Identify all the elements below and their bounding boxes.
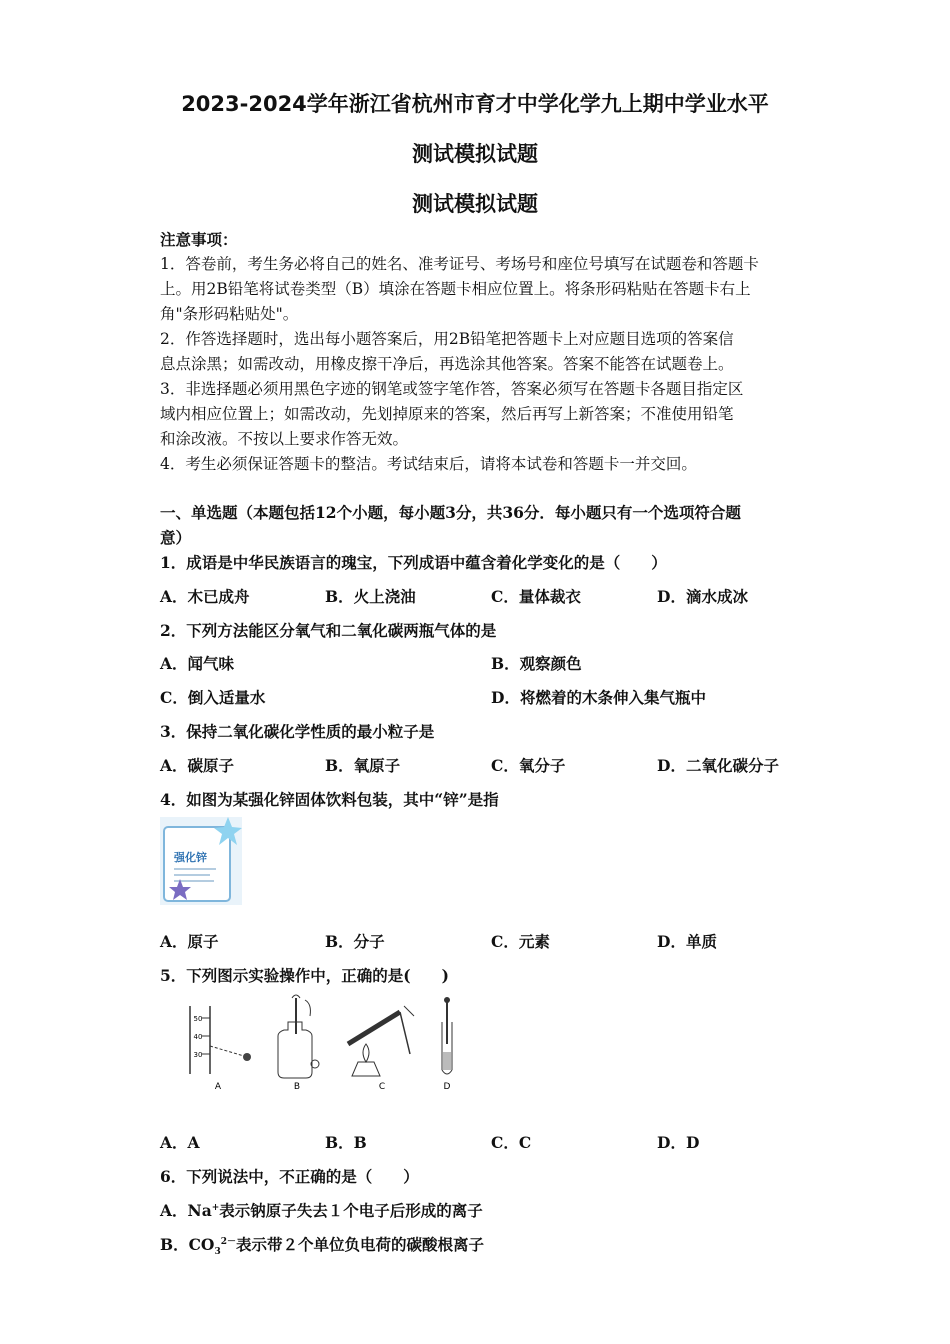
notes-line: 域内相应位置上；如需改动，先划掉原来的答案，然后再写上新答案；不准使用铅笔	[160, 405, 734, 423]
q5-option-a: A．A	[160, 1133, 200, 1152]
q2-stem: 2．下列方法能区分氧气和二氧化碳两瓶气体的是	[160, 621, 497, 640]
q1-option-c: C．量体裁衣	[491, 587, 581, 606]
q1-option-d: D．滴水成冰	[657, 587, 748, 606]
svg-text:B: B	[293, 1082, 301, 1092]
q2-option-b: B．观察颜色	[491, 654, 582, 673]
notes-line: 1．答卷前，考生务必将自己的姓名、准考证号、考场号和座位号填写在试题卷和答题卡	[160, 255, 759, 273]
q3-option-b: B．氧原子	[325, 756, 401, 775]
q3-stem: 3．保持二氧化碳化学性质的最小粒子是	[160, 722, 435, 741]
q2-option-a: A．闻气味	[160, 654, 235, 673]
q5-option-c: C．C	[491, 1133, 532, 1152]
svg-text:A: A	[214, 1082, 222, 1092]
q5-option-d: D．D	[657, 1133, 700, 1152]
q4-option-c: C．元素	[491, 932, 550, 951]
lab-operations-figure	[160, 994, 478, 1094]
q6-b-prefix: B．CO	[160, 1235, 215, 1254]
q1-option-b: B．火上浇油	[325, 587, 416, 606]
notes-line: 角"条形码粘贴处"。	[160, 305, 299, 323]
figure-d-test-tube	[442, 997, 452, 1092]
q6-a-text: 表示钠原子失去１个电子后形成的离子	[219, 1201, 483, 1220]
page-title: 2023-2024学年浙江省杭州市育才中学化学九上期中学业水平	[181, 92, 769, 116]
q3-option-a: A．碳原子	[160, 756, 235, 775]
q2-option-c: C．倒入适量水	[160, 688, 266, 707]
page-subtitle-repeat: 测试模拟试题	[412, 192, 538, 216]
notes-line: 4．考生必须保证答题卡的整洁。考试结束后，请将本试卷和答题卡一并交回。	[160, 455, 697, 473]
q6-a-prefix: A．Na	[160, 1201, 212, 1220]
q6-b-superscript: 2－	[220, 1236, 236, 1247]
notes-line: 上。用2B铅笔将试卷类型（B）填涂在答题卡相应位置上。将条形码粘贴在答题卡右上	[160, 280, 751, 298]
q6-a-superscript: +	[211, 1202, 220, 1213]
section-heading: 一、单选题（本题包括12个小题，每小题3分，共36分．每小题只有一个选项符合题	[160, 503, 741, 522]
svg-text:30: 30	[193, 1051, 203, 1059]
page-subtitle: 测试模拟试题	[412, 142, 538, 166]
q4-option-d: D．单质	[657, 932, 717, 951]
section-heading-cont: 意）	[160, 528, 192, 547]
q4-option-b: B．分子	[325, 932, 385, 951]
q6-b-subscript: 3	[214, 1247, 221, 1258]
q6-option-b	[160, 1233, 484, 1257]
svg-text:D: D	[443, 1082, 451, 1092]
figure-a-cylinder-reading	[190, 1006, 251, 1092]
q5-option-b: B．B	[325, 1133, 367, 1152]
q4-option-a: A．原子	[160, 932, 219, 951]
q6-option-a	[160, 1199, 483, 1221]
notes-line: 3．非选择题必须用黑色字迹的钢笔或签字笔作答，答案必须写在答题卡各题目指定区	[160, 380, 744, 398]
notes-line: 息点涂黑；如需改动，用橡皮擦干净后，再选涂其他答案。答案不能答在试题卷上。	[160, 355, 734, 373]
figure-c-heating-apparatus	[348, 1006, 414, 1092]
svg-text:50: 50	[193, 1015, 203, 1023]
svg-text:40: 40	[193, 1033, 203, 1041]
zinc-drink-package-image	[160, 817, 242, 905]
q1-option-a: A．木已成舟	[160, 587, 250, 606]
q6-b-text: 表示带２个单位负电荷的碳酸根离子	[235, 1235, 484, 1254]
q2-option-d: D．将燃着的木条伸入集气瓶中	[491, 688, 706, 707]
q5-stem: 5．下列图示实验操作中，正确的是( )	[160, 966, 449, 985]
notes-line: 2．作答选择题时，选出每小题答案后，用2B铅笔把答题卡上对应题目选项的答案信	[160, 330, 734, 348]
q3-option-d: D．二氧化碳分子	[657, 756, 779, 775]
q4-stem: 4．如图为某强化锌固体饮料包装，其中“锌”是指	[160, 790, 499, 809]
figure-b-dropper-bottle	[278, 995, 319, 1092]
q6-stem: 6．下列说法中，不正确的是（ ）	[160, 1167, 419, 1186]
svg-text:C: C	[378, 1082, 386, 1092]
svg-text:强化锌: 强化锌	[174, 851, 207, 864]
q1-stem: 1．成语是中华民族语言的瑰宝，下列成语中蕴含着化学变化的是（ ）	[160, 553, 667, 572]
notes-line: 和涂改液。不按以上要求作答无效。	[160, 430, 409, 448]
notes-heading: 注意事项：	[160, 230, 238, 249]
q3-option-c: C．氧分子	[491, 756, 566, 775]
